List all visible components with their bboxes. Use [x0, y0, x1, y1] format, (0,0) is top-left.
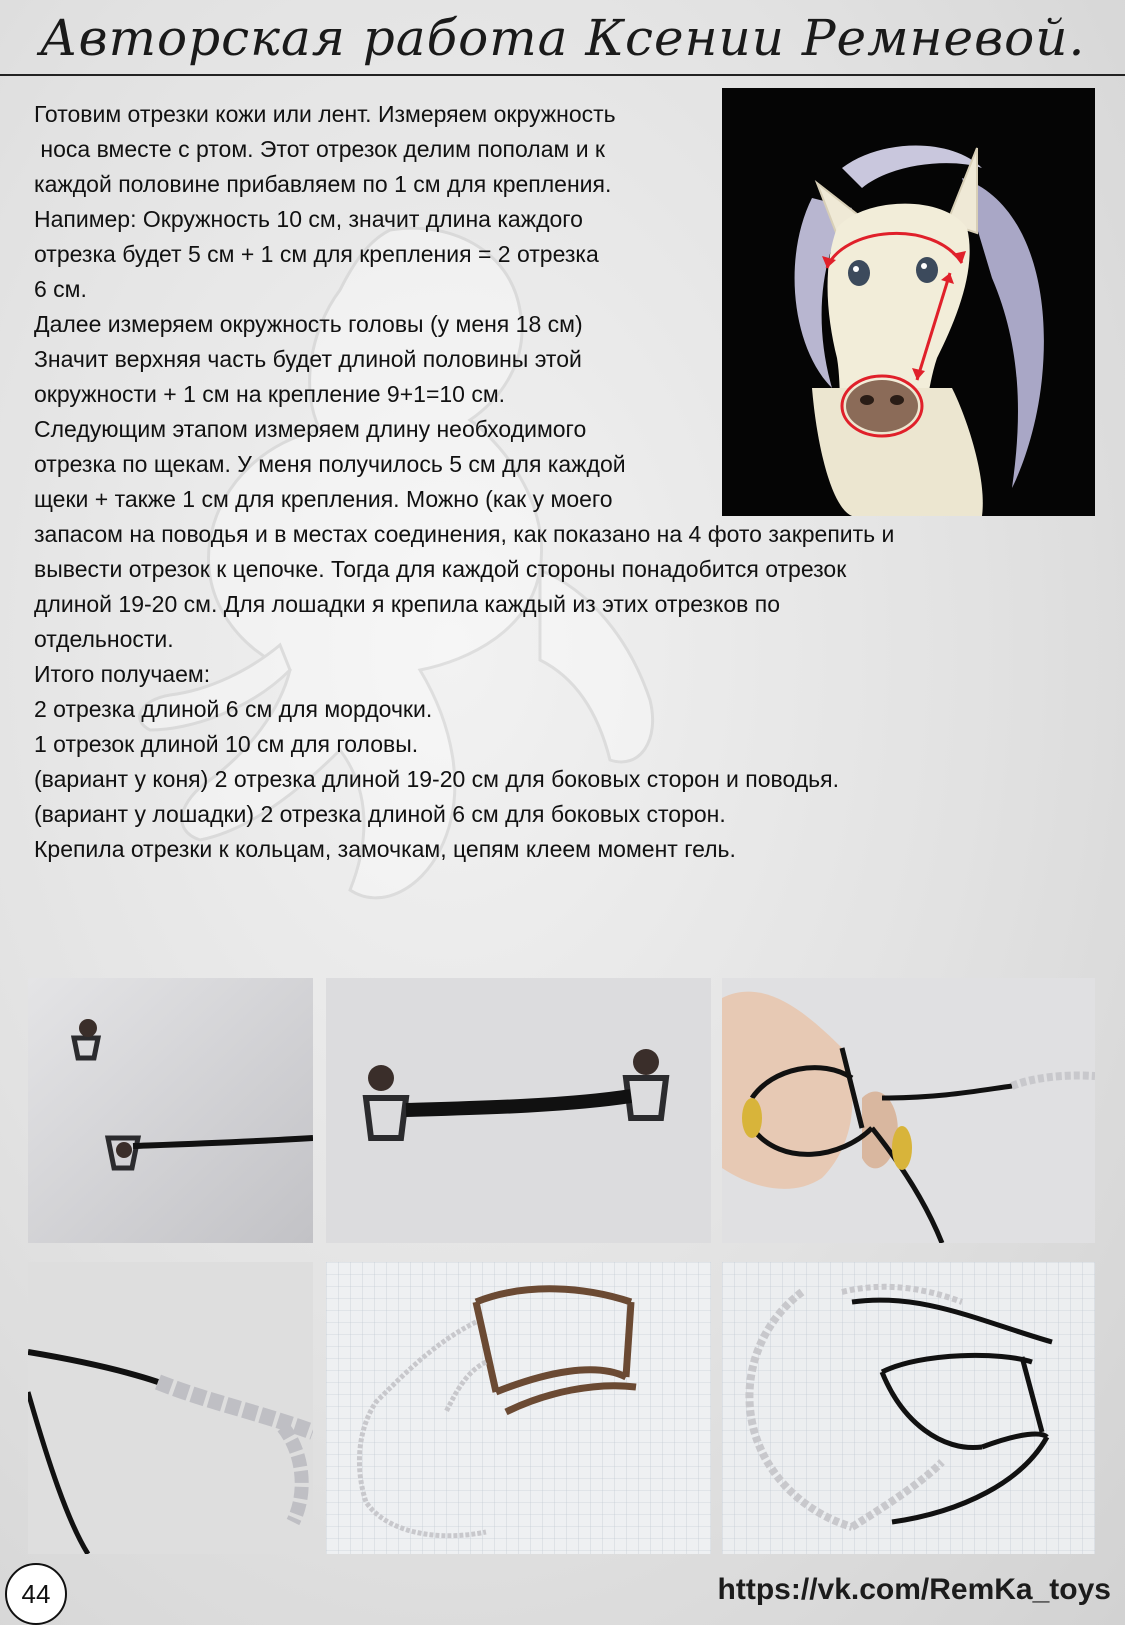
cord-and-chain-photo [28, 1262, 313, 1554]
text-line: Напимер: Окружность 10 см, значит длина каждого [34, 206, 583, 232]
step-photo-2 [326, 978, 711, 1243]
text-line: 1 отрезок длиной 10 см для головы. [34, 731, 419, 757]
text-line: Готовим отрезки кожи или лент. Измеряем окружность [34, 101, 616, 127]
text-line: длиной 19-20 см. Для лошадки я крепила каждый из этих отрезков по [34, 591, 781, 617]
text-line: вывести отрезок к цепочке. Тогда для каждой стороны понадобится отрезок [34, 556, 847, 582]
text-line: Крепила отрезки к кольцам, замочкам, цепям клеем момент гель. [34, 836, 736, 862]
text-line: (вариант у лошадки) 2 отрезка длиной 6 см для боковых сторон. [34, 801, 726, 827]
brown-halter-on-grid-photo [326, 1262, 711, 1554]
hand-holding-halter-photo [722, 978, 1095, 1243]
text-line: 6 см. [34, 276, 87, 302]
clasp-and-cord-photo [28, 978, 313, 1243]
text-line: отдельности. [34, 626, 174, 652]
text-line: отрезка по щекам. У меня получилось 5 см для каждой [34, 451, 626, 477]
text-line: каждой половине прибавляем по 1 см для крепления. [34, 171, 612, 197]
horse-head-illustration [722, 88, 1095, 516]
text-line: Значит верхняя часть будет длиной половины этой [34, 346, 582, 372]
text-line: Следующим этапом измеряем длину необходимого [34, 416, 587, 442]
strap-with-clasps-photo [326, 978, 711, 1243]
text-line: Далее измеряем окружность головы (у меня 18 см) [34, 311, 583, 337]
black-halter-on-grid-photo [722, 1262, 1095, 1554]
page-title: Авторская работа Ксении Ремневой. [39, 9, 1086, 67]
step-photo-1 [28, 978, 313, 1243]
text-line: окружности + 1 см на крепление 9+1=10 см. [34, 381, 506, 407]
text-line: 2 отрезка длиной 6 см для мордочки. [34, 696, 433, 722]
text-line: (вариант у коня) 2 отрезка длиной 19-20 см для боковых сторон и поводья. [34, 766, 840, 792]
page-number: 44 [5, 1563, 67, 1625]
step-photo-4 [28, 1262, 313, 1554]
step-photo-5 [326, 1262, 711, 1554]
text-line: отрезка будет 5 см + 1 см для крепления = 2 отрезка [34, 241, 599, 267]
text-line: Итого получаем: [34, 661, 211, 687]
step-photo-3 [722, 978, 1095, 1243]
hero-photo-horse-head [722, 88, 1095, 516]
step-photo-6 [722, 1262, 1095, 1554]
footer-url: https://vk.com/RemKa_toys [717, 1573, 1111, 1606]
title-underline [0, 74, 1125, 76]
text-line: носа вместе с ртом. Этот отрезок делим пополам и к [34, 136, 605, 162]
text-line: запасом на поводья и в местах соединения, как показано на 4 фото закрепить и [34, 521, 895, 547]
text-line: щеки + также 1 см для крепления. Можно (как у моего [34, 486, 613, 512]
